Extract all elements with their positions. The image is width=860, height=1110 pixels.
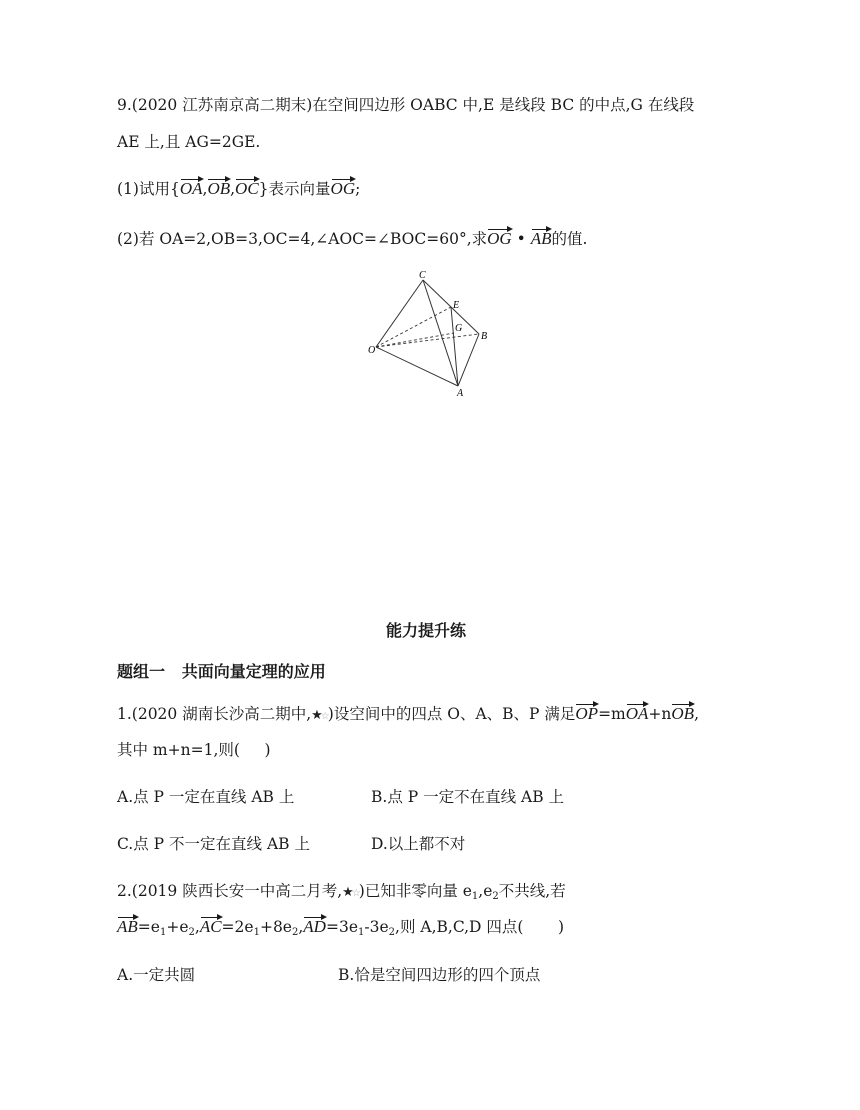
- q9-part1-prefix: (1)试用{: [117, 180, 180, 198]
- q1-mid: )设空间中的四点 O、A、B、P 满足: [327, 705, 576, 723]
- vector-OA: OA: [179, 179, 203, 198]
- star-filled: ★: [311, 708, 321, 723]
- difficulty-star-icon: [311, 708, 328, 723]
- text: =e: [137, 918, 160, 936]
- star-filled: ★: [342, 885, 352, 900]
- text: -3e: [364, 918, 389, 936]
- subscript: 1: [471, 891, 479, 902]
- q9-part1: [117, 177, 360, 199]
- q2-end: 不共线,若: [498, 882, 566, 900]
- label-B: B: [481, 331, 488, 342]
- vector-OP: OP: [575, 704, 599, 723]
- q2-mid: )已知非零向量 e: [358, 882, 472, 900]
- segment-OE-dashed: [376, 307, 451, 347]
- q9-line2: AE 上,且 AG=2GE.: [117, 133, 261, 151]
- q9-part1-end: ;: [355, 180, 361, 198]
- q9-part1-mid: }表示向量: [258, 180, 331, 198]
- q1-eq1: =m: [598, 705, 626, 723]
- text: +8e: [259, 918, 292, 936]
- vector-OB: OB: [671, 704, 695, 723]
- vector-OG: OG: [487, 229, 512, 248]
- text: ,: [194, 918, 200, 936]
- section-title: 能力提升练: [386, 621, 467, 640]
- subscript: 2: [492, 891, 499, 902]
- text: ,: [298, 918, 304, 936]
- q1-option-b: B.点 P 一定不在直线 AB 上: [371, 788, 565, 806]
- text: ,则 A,B,C,D 四点( ): [395, 918, 564, 936]
- q2-prefix: 2.(2019 陕西长安一中高二月考,: [117, 882, 343, 900]
- subscript: 1: [159, 927, 167, 938]
- q1-line2: 其中 m+n=1,则( ): [117, 741, 271, 759]
- group-title: 题组一 共面向量定理的应用: [117, 662, 326, 681]
- vector-AB: AB: [530, 229, 552, 248]
- star-empty: ☆: [351, 888, 359, 899]
- q1-line1: [117, 702, 699, 724]
- q1-prefix: 1.(2020 湖南长沙高二期中,: [117, 705, 312, 723]
- vector-OC: OC: [235, 179, 259, 198]
- q9-line1: 9.(2020 江苏南京高二期末)在空间四边形 OABC 中,E 是线段 BC 的中点,G 在线段: [117, 96, 695, 114]
- q2-line2: [117, 915, 564, 938]
- text: +e: [166, 918, 189, 936]
- label-C: C: [419, 270, 426, 281]
- sep: ,: [230, 180, 236, 198]
- subscript: 1: [358, 927, 365, 938]
- edge-OC: [376, 280, 423, 347]
- q1-option-a: A.点 P 一定在直线 AB 上: [117, 788, 295, 806]
- vector-AC: AC: [199, 917, 222, 936]
- q2-comma: ,e: [478, 882, 493, 900]
- q9-part2: [117, 227, 587, 249]
- label-E: E: [453, 300, 460, 311]
- q1-end: ,: [694, 705, 700, 723]
- q9-part2-end: 的值.: [551, 230, 588, 248]
- text: =3e: [325, 918, 358, 936]
- q9-part2-prefix: (2)若 OA=2,OB=3,OC=4,∠AOC=∠BOC=60°,求: [117, 230, 488, 248]
- q2-option-a: A.一定共圆: [117, 966, 196, 984]
- q1-option-c: C.点 P 不一定在直线 AB 上: [117, 835, 310, 853]
- tetrahedron-diagram: [362, 266, 502, 400]
- vector-OG: OG: [330, 179, 356, 198]
- star-empty: ☆: [320, 711, 328, 722]
- q1-eq2: +n: [648, 705, 672, 723]
- vector-OB: OB: [207, 179, 231, 198]
- q1-option-d: D.以上都不对: [371, 835, 466, 853]
- label-A: A: [457, 388, 464, 399]
- subscript: 2: [388, 927, 396, 938]
- vector-OA: OA: [625, 704, 649, 723]
- subscript: 2: [188, 927, 195, 938]
- q2-option-b: B.恰是空间四边形的四个顶点: [338, 966, 541, 984]
- dot-operator: •: [511, 230, 531, 248]
- subscript: 1: [253, 927, 260, 938]
- vector-AB: AB: [117, 917, 138, 936]
- difficulty-star-icon: [342, 885, 359, 900]
- edge-OB-dashed: [376, 334, 479, 347]
- edge-OA: [376, 347, 458, 386]
- subscript: 2: [291, 927, 299, 938]
- label-O: O: [368, 345, 376, 356]
- edge-BA: [458, 334, 479, 386]
- text: =2e: [221, 918, 254, 936]
- label-G: G: [455, 323, 463, 334]
- q2-line1: [117, 879, 566, 902]
- vector-AD: AD: [303, 917, 326, 936]
- sep: ,: [202, 180, 208, 198]
